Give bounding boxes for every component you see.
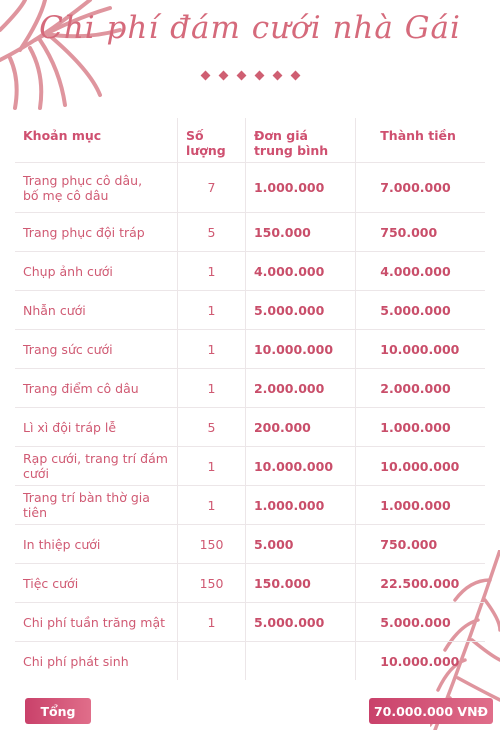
diamond-divider <box>0 72 500 79</box>
cell-item-text: Tiệc cưới <box>23 575 79 591</box>
diamond-icon <box>236 71 246 81</box>
cell-unit-price: 150.000 <box>245 213 355 252</box>
cell-item-text: Chụp ảnh cưới <box>23 263 113 279</box>
cell-unit-price: 200.000 <box>245 408 355 447</box>
cell-total: 5.000.000 <box>356 603 485 642</box>
cell-quantity: 1 <box>178 330 246 369</box>
table-row <box>15 408 485 447</box>
cell-item-text: Trang sức cưới <box>23 341 113 357</box>
cost-table <box>15 118 485 680</box>
table-row <box>15 330 485 369</box>
cell-total: 4.000.000 <box>356 252 485 291</box>
total-label-badge: Tổng <box>25 698 91 724</box>
diamond-icon <box>254 71 264 81</box>
cell-quantity: 1 <box>178 369 246 408</box>
table-row <box>15 163 485 213</box>
table-row <box>15 447 485 486</box>
header-total: Thành tiền <box>380 128 456 143</box>
cell-unit-price: 1.000.000 <box>245 163 355 213</box>
cell-unit-price: 4.000.000 <box>245 252 355 291</box>
table-row <box>15 213 485 252</box>
cell-total: 750.000 <box>356 525 485 564</box>
cell-item <box>15 525 178 564</box>
cell-item <box>15 486 178 525</box>
table-row <box>15 603 485 642</box>
cell-quantity: 5 <box>178 408 246 447</box>
cell-quantity: 1 <box>178 603 246 642</box>
cell-unit-price: 5.000.000 <box>245 603 355 642</box>
cell-quantity: 7 <box>178 163 246 213</box>
table-row <box>15 642 485 681</box>
cell-item <box>15 291 178 330</box>
cell-quantity: 1 <box>178 447 246 486</box>
cell-item <box>15 564 178 603</box>
cell-item <box>15 330 178 369</box>
cell-unit-price: 150.000 <box>245 564 355 603</box>
diamond-icon <box>272 71 282 81</box>
cell-item-text: Trang phục đội tráp <box>23 224 145 240</box>
diamond-icon <box>290 71 300 81</box>
cell-unit-price: 10.000.000 <box>245 447 355 486</box>
header-quantity: Số lượng <box>178 118 246 163</box>
cell-item <box>15 642 178 681</box>
cell-item-text: Rạp cưới, trang trí đám cưới <box>23 451 168 481</box>
cell-total: 1.000.000 <box>356 486 485 525</box>
header-unit-price <box>245 118 355 163</box>
table-header-row <box>15 118 485 163</box>
cell-item <box>15 163 178 213</box>
diamond-icon <box>218 71 228 81</box>
header-unit-price-line2: trung bình <box>253 143 329 158</box>
cell-quantity: 1 <box>178 486 246 525</box>
cell-unit-price: 5.000 <box>245 525 355 564</box>
cell-quantity <box>178 642 246 681</box>
cell-unit-price: 2.000.000 <box>245 369 355 408</box>
cell-item-text: Chi phí phát sinh <box>23 653 129 669</box>
cell-item <box>15 447 178 486</box>
table-row <box>15 564 485 603</box>
cell-quantity: 5 <box>178 213 246 252</box>
cell-item-text: Lì xì đội tráp lễ <box>23 419 117 435</box>
cell-item-text: Nhẫn cưới <box>23 302 86 318</box>
cell-unit-price: 5.000.000 <box>245 291 355 330</box>
cell-unit-price: 10.000.000 <box>245 330 355 369</box>
cell-item <box>15 213 178 252</box>
table-row <box>15 252 485 291</box>
header-unit-price-line1: Đơn giá <box>253 128 308 143</box>
cell-unit-price: 1.000.000 <box>245 486 355 525</box>
total-value-badge: 70.000.000 VNĐ <box>369 698 493 724</box>
cell-quantity: 150 <box>178 525 246 564</box>
cell-item-text: Trang phục cô dâu, <box>23 172 143 188</box>
cell-total: 7.000.000 <box>356 163 485 213</box>
cell-item <box>15 369 178 408</box>
page-title: Chi phí đám cưới nhà Gái <box>39 10 461 46</box>
table-row <box>15 291 485 330</box>
cell-item-text-line2: bố mẹ cô dâu <box>23 187 109 203</box>
cell-total: 10.000.000 <box>356 330 485 369</box>
cell-item <box>15 603 178 642</box>
cell-item-text: Trang điểm cô dâu <box>23 380 139 396</box>
cell-item <box>15 408 178 447</box>
table-row <box>15 369 485 408</box>
cell-total: 750.000 <box>356 213 485 252</box>
cell-quantity: 1 <box>178 252 246 291</box>
table-row <box>15 486 485 525</box>
cell-item-text: In thiệp cưới <box>23 536 101 552</box>
cell-total: 5.000.000 <box>356 291 485 330</box>
cell-total: 22.500.000 <box>356 564 485 603</box>
cell-total: 10.000.000 <box>356 642 485 681</box>
diamond-icon <box>200 71 210 81</box>
cell-total: 10.000.000 <box>356 447 485 486</box>
cell-total: 2.000.000 <box>356 369 485 408</box>
cell-total: 1.000.000 <box>356 408 485 447</box>
cell-quantity: 1 <box>178 291 246 330</box>
cell-unit-price <box>245 642 355 681</box>
table-row <box>15 525 485 564</box>
cell-item-text: Chi phí tuần trăng mật <box>23 614 166 630</box>
header-item: Khoản mục <box>23 128 102 143</box>
cell-quantity: 150 <box>178 564 246 603</box>
cell-item <box>15 252 178 291</box>
cell-item-text: Trang trí bàn thờ gia tiên <box>23 490 150 520</box>
